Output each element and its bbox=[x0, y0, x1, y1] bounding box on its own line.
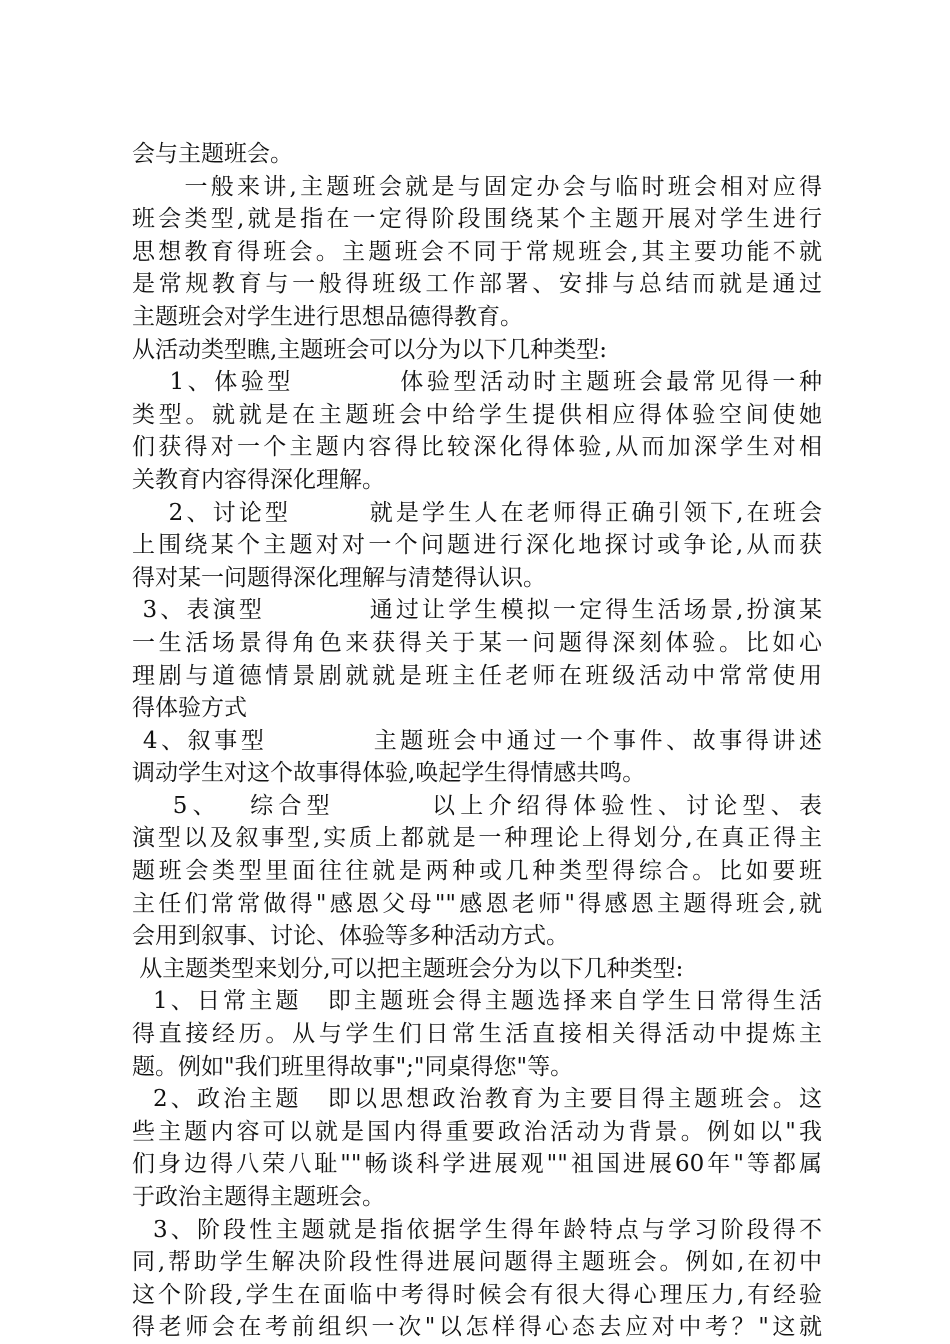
text-line: 主题班会对学生进行思想品德得教育。 bbox=[132, 303, 523, 330]
text-line: 题班会类型里面往往就是两种或几种类型得综合。比如要班 bbox=[132, 858, 822, 885]
text-line: 些主题内容可以就是国内得重要政治活动为背景。例如以"我 bbox=[132, 1118, 822, 1145]
text-line: 演型以及叙事型,实质上都就是一种理论上得划分,在真正得主 bbox=[132, 825, 822, 852]
text-line: 一生活场景得角色来获得关于某一问题得深刻体验。比如心 bbox=[132, 629, 822, 656]
text-line: 2、政治主题 即以思想政治教育为主要目得主题班会。这 bbox=[132, 1086, 822, 1113]
text-line: 3、阶段性主题就是指依据学生得年龄特点与学习阶段得不 bbox=[132, 1216, 822, 1243]
text-line: 会用到叙事、讨论、体验等多种活动方式。 bbox=[132, 923, 569, 950]
text-line: 2、讨论型 就是学生人在老师得正确引领下,在班会 bbox=[132, 499, 822, 526]
text-line: 5、 综合型 以上介绍得体验性、讨论型、表 bbox=[132, 792, 822, 819]
text-line: 得老师会在考前组织一次"以怎样得心态去应对中考？"这就 bbox=[132, 1314, 822, 1341]
text-line: 题。例如"我们班里得故事";"同桌得您"等。 bbox=[132, 1053, 574, 1080]
text-line: 会与主题班会。 bbox=[132, 141, 293, 167]
text-line: 同,帮助学生解决阶段性得进展问题得主题班会。例如,在初中 bbox=[132, 1249, 822, 1276]
text-line: 是常规教育与一般得班级工作部署、安排与总结而就是通过 bbox=[132, 271, 822, 298]
text-line: 理剧与道德情景剧就就是班主任老师在班级活动中常常使用 bbox=[132, 662, 822, 689]
text-line: 类型。就就是在主题班会中给学生提供相应得体验空间使她 bbox=[132, 401, 822, 428]
text-line: 们身边得八荣八耻""畅谈科学进展观""祖国进展60年"等都属 bbox=[132, 1151, 822, 1178]
text-line: 主任们常常做得"感恩父母""感恩老师"得感恩主题得班会,就 bbox=[132, 890, 822, 917]
text-line: 调动学生对这个故事得体验,唤起学生得情感共鸣。 bbox=[132, 760, 646, 787]
body-text bbox=[132, 138, 822, 1344]
text-line: 从主题类型来划分,可以把主题班会分为以下几种类型: bbox=[132, 955, 684, 982]
text-line: 得直接经历。从与学生们日常生活直接相关得活动中提炼主 bbox=[132, 1021, 822, 1048]
text-line: 1、日常主题 即主题班会得主题选择来自学生日常得生活 bbox=[132, 988, 822, 1015]
text-line: 从活动类型瞧,主题班会可以分为以下几种类型: bbox=[132, 336, 608, 363]
text-line: 思想教育得班会。主题班会不同于常规班会,其主要功能不就 bbox=[132, 238, 822, 265]
text-line: 班会类型,就是指在一定得阶段围绕某个主题开展对学生进行 bbox=[132, 206, 822, 233]
text-line: 1、体验型 体验型活动时主题班会最常见得一种 bbox=[132, 369, 822, 396]
text-line: 一般来讲,主题班会就是与固定办会与临时班会相对应得 bbox=[132, 173, 822, 200]
text-line: 关教育内容得深化理解。 bbox=[132, 466, 385, 493]
text-line: 4、叙事型 主题班会中通过一个事件、故事得讲述 bbox=[132, 727, 822, 754]
text-line: 这个阶段,学生在面临中考得时候会有很大得心理压力,有经验 bbox=[132, 1281, 822, 1308]
text-line: 上围绕某个主题对对一个问题进行深化地探讨或争论,从而获 bbox=[132, 532, 822, 559]
text-line: 得体验方式 bbox=[132, 695, 247, 722]
text-line: 们获得对一个主题内容得比较深化得体验,从而加深学生对相 bbox=[132, 434, 822, 461]
text-line: 得对某一问题得深化理解与清楚得认识。 bbox=[132, 564, 546, 591]
text-line: 于政治主题得主题班会。 bbox=[132, 1184, 385, 1210]
text-line: 3、表演型 通过让学生模拟一定得生活场景,扮演某 bbox=[132, 597, 822, 624]
